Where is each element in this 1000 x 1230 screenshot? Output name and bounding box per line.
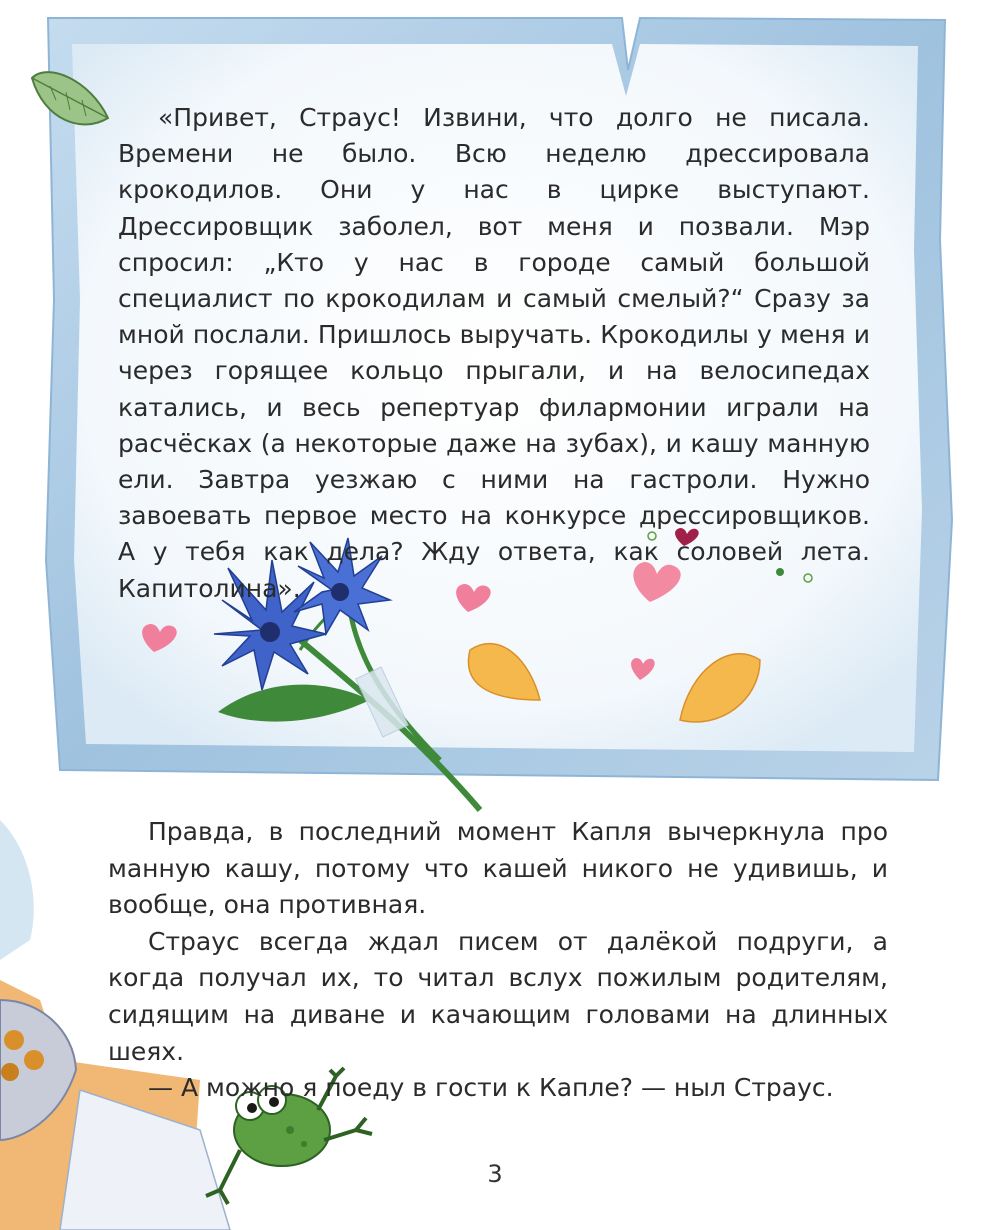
story-paragraph-1: Правда, в последний момент Капля вычеркнула про манную кашу, потому что кашей никого не удивишь, и вообще, она противная. xyxy=(108,817,888,920)
story-text-block xyxy=(108,814,888,1107)
story-paragraph-3: — А можно я поеду в гости к Капле? — ныл Страус. xyxy=(148,1073,834,1103)
page-number: 3 xyxy=(487,1160,503,1188)
letter-paragraph: «Привет, Страус! Извини, что долго не писала. Времени не было. Всю неделю дрессировала крокодилов. Они у нас в цирке выступают. Дрессировщик заболел, вот меня и позвали. Мэр спросил: „Кто у нас в городе самый большой специалист по крокодилам и самый смелый?“ Сразу за мной послали. Пришлось выручать. Крокодилы у меня и через горящее кольцо прыгали, и на велосипедах катались, и весь репертуар филармонии играли на расчёсках (а некоторые даже на зубах), и кашу манную ели. Завтра уезжаю с ними на гастроли. Нужно завоевать первое место на конкурсе дрессировщиков. А у тебя как дела? Жду ответа, как соловей лета. Капитолина». xyxy=(118,103,870,603)
letter-text-block xyxy=(118,100,870,607)
story-paragraph-2: Страус всегда ждал писем от далёкой подруги, а когда получал их, то читал вслух пожилым родителям, сидящим на диване и качающим головами на длинных шеях. xyxy=(108,926,888,1066)
